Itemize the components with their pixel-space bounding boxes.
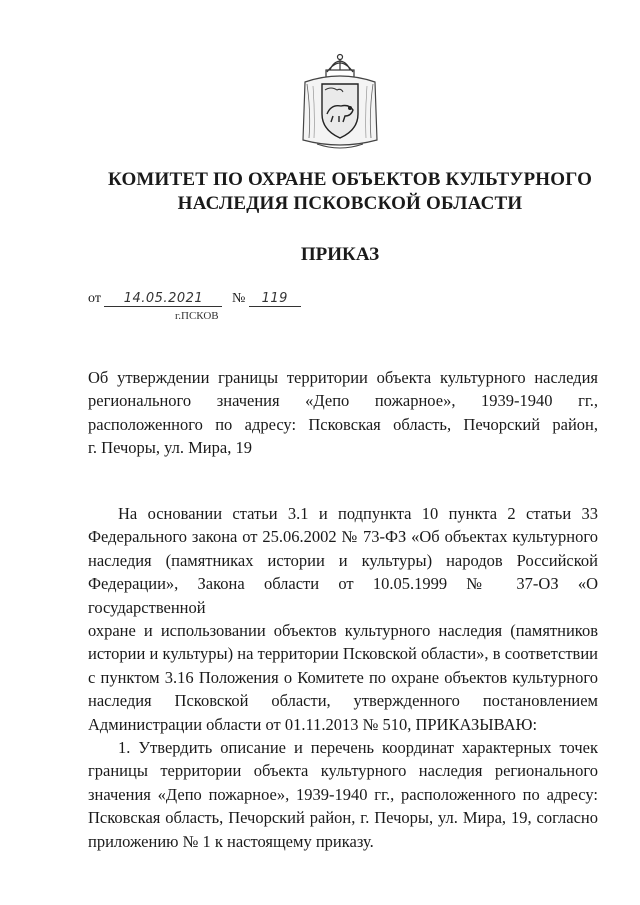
body-line: с пунктом 3.16 Положения о Комитете по охране объектов культурного [88, 667, 598, 687]
organization-name-line2: НАСЛЕДИЯ ПСКОВСКОЙ ОБЛАСТИ [177, 193, 523, 214]
coat-of-arms-icon [297, 52, 383, 154]
body-line: Администрации области от 01.11.2013 № 510, ПРИКАЗЫВАЮ: [88, 714, 538, 734]
document-type-title: ПРИКАЗ [300, 244, 380, 265]
handwritten-number: 119 [249, 291, 301, 307]
subject-line: регионального значения «Депо пожарное», 1939-1940 гг., [88, 391, 598, 411]
city-label: г.ПСКОВ [175, 310, 219, 322]
body-line: наследия Псковской области, утвержденного постановлением [88, 691, 598, 711]
date-prefix: от [88, 291, 101, 306]
order-subject [88, 366, 598, 460]
body-line: наследия (памятниках истории и культуры) народов Российской [88, 550, 598, 570]
organization-name-line1: КОМИТЕТ ПО ОХРАНЕ ОБЪЕКТОВ КУЛЬТУРНОГО [107, 169, 593, 190]
number-prefix: № [231, 291, 246, 306]
body-line: На основании статьи 3.1 и подпункта 10 пункта 2 статьи 33 [118, 504, 598, 523]
body-line: Федерального закона от 25.06.2002 № 73-ФЗ «Об объектах культурного [88, 527, 598, 547]
body-line: границы территории объекта культурного наследия регионального [88, 761, 598, 781]
subject-line: Об утверждении границы территории объекта культурного наследия [88, 368, 598, 387]
body-line: истории и культуры) на территории Псковской области», в соответствии [88, 644, 598, 664]
order-body [88, 502, 598, 853]
body-line: приложению № 1 к настоящему приказу. [88, 831, 374, 851]
body-line: Псковская область, Печорский район, г. Печоры, ул. Мира, 19, согласно [88, 808, 598, 828]
handwritten-date: 14.05.2021 [104, 291, 222, 307]
date-number-line [88, 291, 301, 307]
body-line: значения «Депо пожарное», 1939-1940 гг., расположенного по адресу: [88, 784, 598, 804]
subject-line: расположенного по адресу: Псковская область, Печорский район, [88, 414, 598, 434]
body-line: 1. Утвердить описание и перечень координат характерных точек [118, 738, 598, 758]
subject-line: г. Печоры, ул. Мира, 19 [88, 438, 252, 458]
body-line: охране и использовании объектов культурного наследия (памятников [88, 621, 598, 641]
body-line: Федерации», Закона области от 10.05.1999 № 37-ОЗ «О государственной [88, 574, 598, 617]
